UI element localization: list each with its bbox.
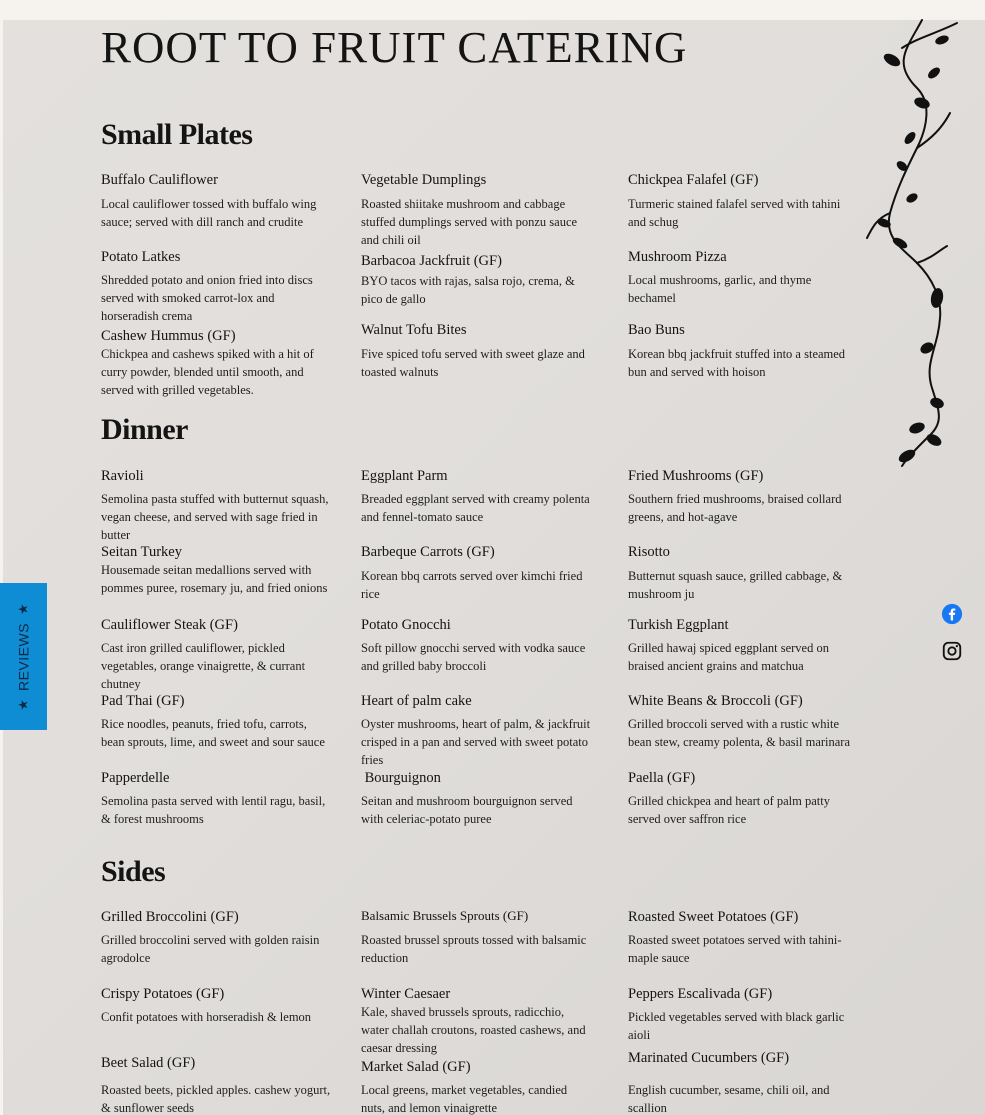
item-name: Pad Thai (GF) <box>101 693 185 709</box>
facebook-icon <box>941 603 963 625</box>
item-description: Kale, shaved brussels sprouts, radicchio, water challah croutons, roasted cashews, and caesar dressing <box>361 1005 586 1055</box>
item-description: Semolina pasta served with lentil ragu, basil, & forest mushrooms <box>101 794 326 826</box>
item-name: Crispy Potatoes (GF) <box>101 986 225 1002</box>
menu-item <box>101 985 333 1026</box>
menu-item <box>101 1054 333 1115</box>
item-name: Barbeque Carrots (GF) <box>361 544 495 560</box>
item-description: Korean bbq jackfruit stuffed into a steamed bun and served with hoison <box>628 347 846 379</box>
item-description: Grilled broccoli served with a rustic white bean stew, creamy polenta, & basil marinara <box>628 717 851 749</box>
menu-item <box>628 1049 860 1115</box>
item-name: Balsamic Brussels Sprouts (GF) <box>361 908 529 923</box>
menu-item <box>628 985 860 1044</box>
item-name: Chickpea Falafel (GF) <box>628 172 759 188</box>
facebook-link[interactable] <box>941 603 963 625</box>
item-name: Risotto <box>628 544 670 560</box>
menu-item <box>361 907 593 967</box>
item-description: Grilled broccolini served with golden raisin agrodolce <box>101 933 320 965</box>
menu-item <box>101 616 333 693</box>
star-icon: ★ <box>16 698 32 711</box>
item-name: Barbacoa Jackfruit (GF) <box>361 253 502 269</box>
item-description: Roasted brussel sprouts tossed with balsamic reduction <box>361 933 587 965</box>
page-title: ROOT TO FRUIT CATERING <box>101 23 688 72</box>
item-name: Turkish Eggplant <box>628 617 729 633</box>
section-heading-dinner: Dinner <box>101 413 188 446</box>
menu-item <box>361 467 593 526</box>
item-name: Bourguignon <box>361 770 441 786</box>
menu-item <box>101 692 333 751</box>
item-description: Korean bbq carrots served over kimchi fried rice <box>361 569 583 601</box>
item-name: Buffalo Cauliflower <box>101 172 218 188</box>
menu-item <box>361 985 593 1057</box>
item-description: BYO tacos with rajas, salsa rojo, crema, & pico de gallo <box>361 274 575 306</box>
menu-item <box>628 692 860 751</box>
item-description: Local cauliflower tossed with buffalo wing sauce; served with dill ranch and crudite <box>101 197 317 229</box>
item-name: Potato Latkes <box>101 249 181 265</box>
item-name: Papperdelle <box>101 770 170 786</box>
item-description: Local greens, market vegetables, candied nuts, and lemon vinaigrette <box>361 1083 568 1115</box>
item-description: Semolina pasta stuffed with butternut squash, vegan cheese, and served with sage fried in butter <box>101 492 329 542</box>
item-name: Marinated Cucumbers (GF) <box>628 1050 790 1066</box>
menu-item <box>361 171 593 249</box>
item-name: Market Salad (GF) <box>361 1059 471 1075</box>
item-name: Paella (GF) <box>628 770 696 786</box>
top-bar <box>0 0 985 20</box>
menu-item <box>361 543 593 603</box>
menu-item <box>101 908 333 967</box>
menu-item <box>101 171 333 231</box>
item-description: Local mushrooms, garlic, and thyme bechamel <box>628 273 812 305</box>
item-name: Vegetable Dumplings <box>361 172 487 188</box>
item-description: Pickled vegetables served with black garlic aioli <box>628 1010 845 1042</box>
section-heading-sides: Sides <box>101 855 166 888</box>
item-description: Housemade seitan medallions served with pommes puree, rosemary ju, and fried onions <box>101 563 328 595</box>
menu-item <box>101 769 333 828</box>
item-description: Rice noodles, peanuts, fried tofu, carrots, bean sprouts, lime, and sweet and sour sauce <box>101 717 325 749</box>
item-name: Roasted Sweet Potatoes (GF) <box>628 909 799 925</box>
item-description: Roasted beets, pickled apples. cashew yogurt, & sunflower seeds <box>101 1083 331 1115</box>
instagram-link[interactable] <box>941 640 963 662</box>
item-description: English cucumber, sesame, chili oil, and scallion <box>628 1083 830 1115</box>
menu-item <box>361 769 593 828</box>
menu-item <box>628 543 860 603</box>
item-name: Grilled Broccolini (GF) <box>101 909 239 925</box>
reviews-label: REVIEWS <box>15 622 32 691</box>
item-name: Ravioli <box>101 468 144 484</box>
item-description: Grilled chickpea and heart of palm patty served over saffron rice <box>628 794 831 826</box>
item-description: Oyster mushrooms, heart of palm, & jackfruit crisped in a pan and served with sweet potato fries <box>361 717 591 767</box>
item-description: Cast iron grilled cauliflower, pickled vegetables, orange vinaigrette, & currant chutney <box>101 641 306 691</box>
item-name: White Beans & Broccoli (GF) <box>628 693 803 709</box>
menu-item <box>628 171 860 231</box>
menu-item <box>361 616 593 675</box>
menu-item <box>628 248 860 307</box>
menu-item <box>628 467 860 526</box>
item-description: Seitan and mushroom bourguignon served with celeriac-potato puree <box>361 794 573 826</box>
item-name: Beet Salad (GF) <box>101 1055 196 1071</box>
menu-item <box>361 321 593 381</box>
item-description: Breaded eggplant served with creamy polenta and fennel-tomato sauce <box>361 492 590 524</box>
item-description: Chickpea and cashews spiked with a hit of curry powder, blended until smooth, and served with grilled vegetables. <box>101 347 314 397</box>
vine-illustration-icon <box>862 18 972 473</box>
item-description: Turmeric stained falafel served with tahini and schug <box>628 197 841 229</box>
item-name: Seitan Turkey <box>101 544 182 560</box>
item-name: Walnut Tofu Bites <box>361 322 467 338</box>
item-description: Roasted shiitake mushroom and cabbage stuffed dumplings served with ponzu sauce and chili oil <box>361 197 578 247</box>
item-description: Five spiced tofu served with sweet glaze and toasted walnuts <box>361 347 585 379</box>
item-name: Cashew Hummus (GF) <box>101 328 236 344</box>
item-description: Butternut squash sauce, grilled cabbage, & mushroom ju <box>628 569 843 601</box>
item-description: Grilled hawaj spiced eggplant served on braised ancient grains and matchua <box>628 641 829 673</box>
menu-item <box>628 321 860 381</box>
item-name: Fried Mushrooms (GF) <box>628 468 764 484</box>
menu-item <box>361 692 593 769</box>
item-name: Heart of palm cake <box>361 693 472 709</box>
item-description: Confit potatoes with horseradish & lemon <box>101 1010 312 1024</box>
menu-item <box>628 769 860 828</box>
menu-item <box>361 1058 593 1115</box>
menu-item <box>101 327 333 399</box>
instagram-icon <box>941 640 963 662</box>
item-name: Eggplant Parm <box>361 468 448 484</box>
menu-item <box>101 467 333 544</box>
item-name: Cauliflower Steak (GF) <box>101 617 238 633</box>
menu-item <box>101 543 333 597</box>
item-name: Potato Gnocchi <box>361 617 451 633</box>
item-name: Winter Caesaer <box>361 986 451 1002</box>
star-icon: ★ <box>16 602 32 615</box>
menu-item <box>361 252 593 308</box>
menu-item <box>101 248 333 325</box>
reviews-tab-button[interactable] <box>0 583 47 730</box>
section-heading-small-plates: Small Plates <box>101 118 253 151</box>
item-name: Bao Buns <box>628 322 685 338</box>
menu-item <box>628 616 860 675</box>
item-description: Southern fried mushrooms, braised collard greens, and hot-agave <box>628 492 842 524</box>
item-description: Shredded potato and onion fried into discs served with smoked carrot-lox and horseradish crema <box>101 273 313 323</box>
item-name: Mushroom Pizza <box>628 249 727 265</box>
item-name: Peppers Escalivada (GF) <box>628 986 773 1002</box>
item-description: Soft pillow gnocchi served with vodka sauce and grilled baby broccoli <box>361 641 586 673</box>
menu-item <box>628 908 860 967</box>
item-description: Roasted sweet potatoes served with tahini-maple sauce <box>628 933 842 965</box>
